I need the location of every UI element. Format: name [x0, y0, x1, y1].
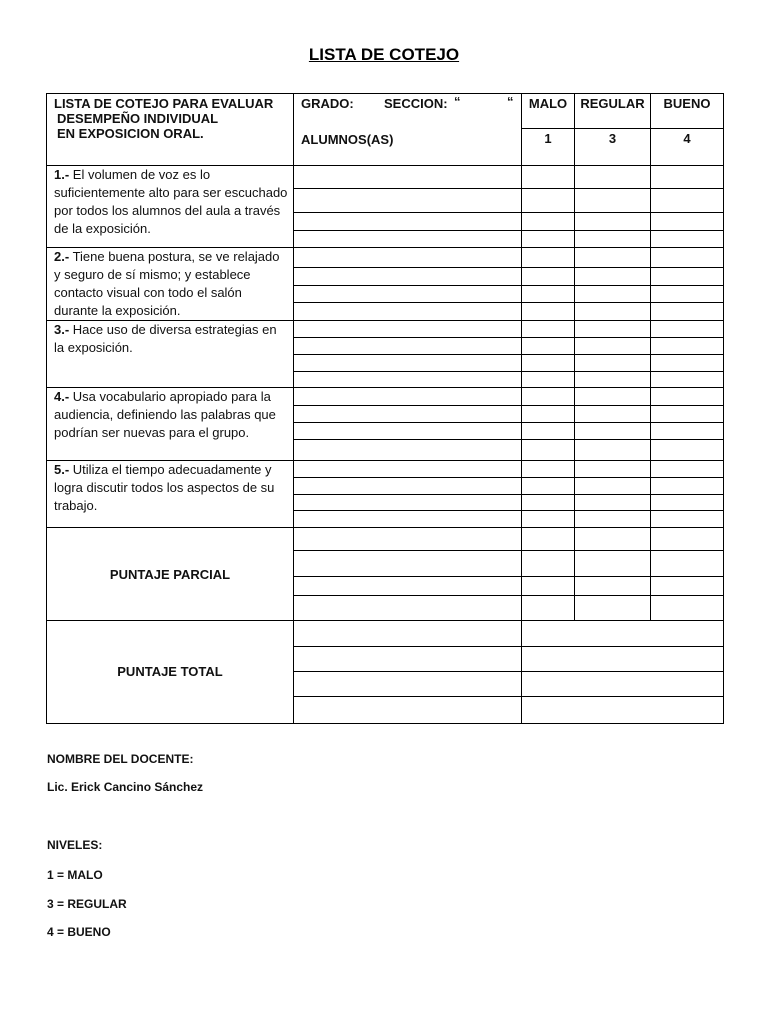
score-cell[interactable] [522, 511, 575, 528]
score-cell[interactable] [651, 166, 724, 189]
score-cell[interactable] [651, 528, 724, 550]
score-cell[interactable] [522, 213, 575, 231]
score-cell[interactable] [651, 576, 724, 595]
total-cell[interactable] [522, 646, 724, 671]
score-cell[interactable] [575, 550, 651, 576]
level-header-malo: MALO [522, 94, 575, 129]
score-cell[interactable] [522, 231, 575, 248]
score-cell[interactable] [522, 461, 575, 478]
nivel-item: 1 = MALO [47, 868, 103, 882]
score-cell[interactable] [575, 372, 651, 388]
student-cell[interactable] [294, 166, 522, 189]
score-cell[interactable] [651, 406, 724, 423]
score-cell[interactable] [651, 423, 724, 440]
student-cell[interactable] [294, 231, 522, 248]
total-cell[interactable] [522, 671, 724, 696]
student-info-header [294, 94, 522, 166]
score-cell[interactable] [575, 461, 651, 478]
total-cell[interactable] [522, 696, 724, 723]
docente-name: Lic. Erick Cancino Sánchez [47, 780, 204, 794]
checklist-description: LISTA DE COTEJO PARA EVALUAR DESEMPEÑO INDIVIDUAL EN EXPOSICION ORAL. [47, 94, 294, 166]
alumnos-label: ALUMNOS(AS) [301, 132, 394, 147]
student-cell[interactable] [294, 372, 522, 388]
score-cell[interactable] [651, 338, 724, 355]
score-cell[interactable] [522, 302, 575, 320]
score-cell[interactable] [522, 388, 575, 406]
score-cell[interactable] [651, 231, 724, 248]
score-cell[interactable] [522, 576, 575, 595]
score-cell[interactable] [651, 478, 724, 495]
level-value-regular: 3 [575, 129, 651, 166]
total-cell[interactable] [522, 620, 724, 646]
score-cell[interactable] [522, 268, 575, 285]
student-cell[interactable] [294, 550, 522, 576]
score-cell[interactable] [575, 423, 651, 440]
student-cell[interactable] [294, 423, 522, 440]
niveles-label: NIVELES: [47, 838, 103, 852]
score-cell[interactable] [575, 595, 651, 620]
criterion-4: 4.- Usa vocabulario apropiado para la audiencia, definiendo las palabras que podrían ser nuevas para el grupo. [47, 388, 294, 461]
score-cell[interactable] [575, 528, 651, 550]
student-cell[interactable] [294, 440, 522, 461]
score-cell[interactable] [651, 440, 724, 461]
score-cell[interactable] [522, 189, 575, 213]
student-cell[interactable] [294, 268, 522, 285]
score-cell[interactable] [522, 595, 575, 620]
score-cell[interactable] [651, 321, 724, 338]
score-cell[interactable] [651, 285, 724, 302]
score-cell[interactable] [575, 321, 651, 338]
score-cell[interactable] [522, 166, 575, 189]
score-cell[interactable] [651, 189, 724, 213]
score-cell[interactable] [575, 231, 651, 248]
score-cell[interactable] [575, 248, 651, 268]
score-cell[interactable] [522, 528, 575, 550]
quote-open: “ [454, 94, 461, 109]
docente-label: NOMBRE DEL DOCENTE: [47, 752, 194, 766]
level-header-regular: REGULAR [575, 94, 651, 129]
score-cell[interactable] [522, 355, 575, 372]
student-cell[interactable] [294, 406, 522, 423]
score-cell[interactable] [575, 302, 651, 320]
score-cell[interactable] [522, 406, 575, 423]
student-cell[interactable] [294, 285, 522, 302]
student-cell[interactable] [294, 478, 522, 495]
score-cell[interactable] [522, 478, 575, 495]
student-cell[interactable] [294, 355, 522, 372]
score-cell[interactable] [575, 166, 651, 189]
puntaje-total-label: PUNTAJE TOTAL [47, 620, 294, 723]
nivel-item: 3 = REGULAR [47, 897, 127, 911]
score-cell[interactable] [651, 461, 724, 478]
page-title: LISTA DE COTEJO [308, 45, 460, 64]
student-cell[interactable] [294, 321, 522, 338]
student-cell[interactable] [294, 671, 522, 696]
score-cell[interactable] [575, 478, 651, 495]
level-header-bueno: BUENO [651, 94, 724, 129]
criterion-5: 5.- Utiliza el tiempo adecuadamente y logra discutir todos los aspectos de su trabajo. [47, 461, 294, 528]
student-cell[interactable] [294, 511, 522, 528]
score-cell[interactable] [575, 285, 651, 302]
criterion-1: 1.- El volumen de voz es lo suficientemente alto para ser escuchado por todos los alumnos del aula a través de la exposición. [47, 166, 294, 248]
score-cell[interactable] [575, 406, 651, 423]
score-cell[interactable] [651, 595, 724, 620]
criterion-3: 3.- Hace uso de diversa estrategias en la exposición. [47, 321, 294, 388]
student-cell[interactable] [294, 696, 522, 723]
score-cell[interactable] [522, 423, 575, 440]
score-cell[interactable] [651, 213, 724, 231]
score-cell[interactable] [651, 302, 724, 320]
score-cell[interactable] [575, 576, 651, 595]
score-cell[interactable] [651, 511, 724, 528]
nivel-item: 4 = BUENO [47, 925, 111, 939]
student-cell[interactable] [294, 213, 522, 231]
student-cell[interactable] [294, 189, 522, 213]
score-cell[interactable] [522, 372, 575, 388]
score-cell[interactable] [575, 495, 651, 511]
score-cell[interactable] [651, 268, 724, 285]
student-cell[interactable] [294, 388, 522, 406]
level-value-malo: 1 [522, 129, 575, 166]
score-cell[interactable] [575, 511, 651, 528]
criterion-2: 2.- Tiene buena postura, se ve relajado y seguro de sí mismo; y establece contacto visual con todo el salón durante la exposición. [47, 248, 294, 321]
score-cell[interactable] [575, 338, 651, 355]
student-cell[interactable] [294, 461, 522, 478]
score-cell[interactable] [522, 440, 575, 461]
student-cell[interactable] [294, 302, 522, 320]
score-cell[interactable] [522, 248, 575, 268]
level-value-bueno: 4 [651, 129, 724, 166]
quote-close: “ [507, 94, 514, 109]
score-cell[interactable] [522, 338, 575, 355]
student-cell[interactable] [294, 528, 522, 550]
student-cell[interactable] [294, 248, 522, 268]
score-cell[interactable] [575, 388, 651, 406]
student-cell[interactable] [294, 576, 522, 595]
score-cell[interactable] [651, 248, 724, 268]
score-cell[interactable] [575, 355, 651, 372]
student-cell[interactable] [294, 595, 522, 620]
score-cell[interactable] [522, 550, 575, 576]
student-cell[interactable] [294, 646, 522, 671]
student-cell[interactable] [294, 495, 522, 511]
score-cell[interactable] [651, 355, 724, 372]
score-cell[interactable] [522, 285, 575, 302]
score-cell[interactable] [575, 268, 651, 285]
seccion-label: SECCION: [384, 96, 448, 111]
score-cell[interactable] [651, 550, 724, 576]
score-cell[interactable] [522, 321, 575, 338]
puntaje-parcial-label: PUNTAJE PARCIAL [47, 528, 294, 620]
score-cell[interactable] [651, 372, 724, 388]
student-cell[interactable] [294, 338, 522, 355]
score-cell[interactable] [522, 495, 575, 511]
score-cell[interactable] [575, 189, 651, 213]
checklist-table [46, 93, 724, 724]
score-cell[interactable] [651, 495, 724, 511]
student-cell[interactable] [294, 620, 522, 646]
grado-label: GRADO: [301, 96, 354, 111]
score-cell[interactable] [575, 440, 651, 461]
score-cell[interactable] [575, 213, 651, 231]
score-cell[interactable] [651, 388, 724, 406]
